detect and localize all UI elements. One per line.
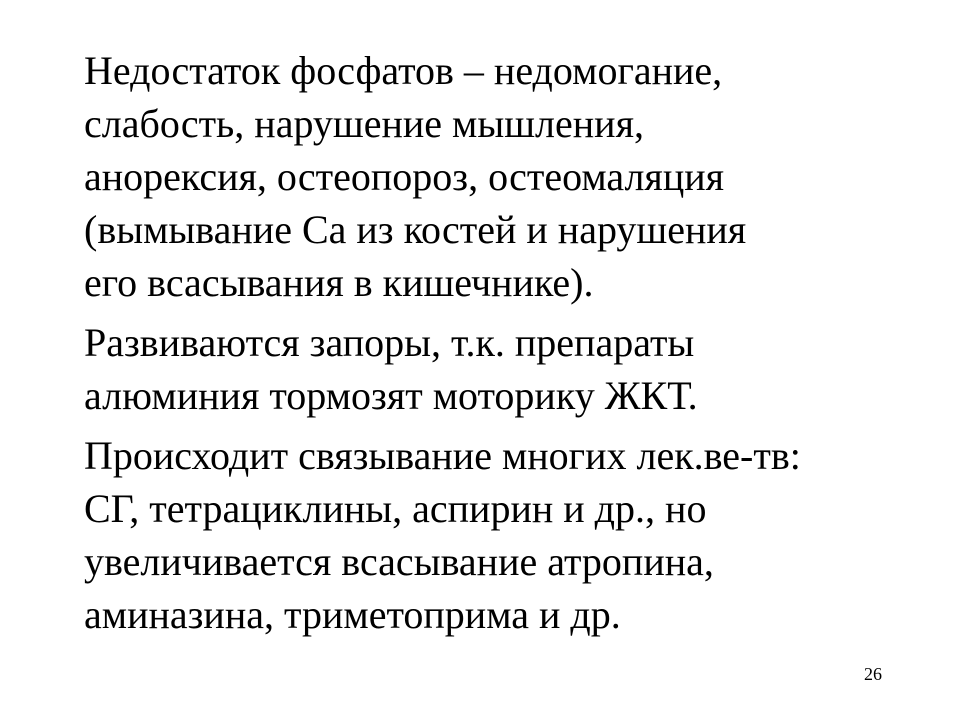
text-line: Развиваются запоры, т.к. препараты: [84, 320, 695, 365]
text-line: увеличивается всасывание атропина,: [84, 539, 714, 584]
text-line: его всасывания в кишечнике).: [84, 260, 594, 305]
text-line: СГ, тетрациклины, аспирин и др., но: [84, 486, 707, 531]
text-line: алюминия тормозят моторику ЖКТ.: [84, 373, 698, 418]
text-line: аминазина, триметоприма и др.: [84, 592, 621, 637]
paragraph-drug-binding: [84, 429, 884, 641]
text-line: анорексия, остеопороз, остеомаляция: [84, 154, 725, 199]
paragraph-phosphate-deficiency: [84, 44, 884, 309]
text-line: Недостаток фосфатов – недомогание,: [84, 48, 723, 93]
paragraph-constipation: [84, 316, 884, 422]
text-line: слабость, нарушение мышления,: [84, 101, 644, 146]
text-line: Происходит связывание многих лек.ве-тв:: [84, 433, 801, 478]
slide-body: [84, 44, 884, 648]
page-number: 26: [864, 664, 882, 684]
text-line: (вымывание Са из костей и нарушения: [84, 207, 747, 252]
